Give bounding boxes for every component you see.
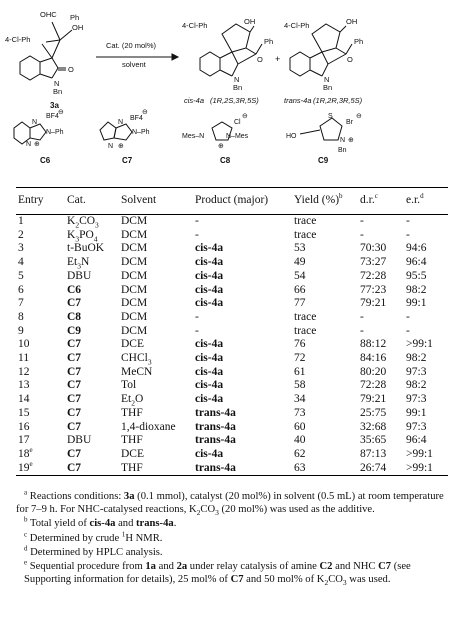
p1-oh-label: OH [244,17,256,26]
cell-yield: 66 [294,283,306,296]
c8-plus: ⊕ [218,143,224,150]
cell-catalyst: C7 [67,461,82,474]
table-body [16,215,448,476]
table-row [16,297,448,311]
cell-yield: trace [294,310,317,323]
cell-yield: 54 [294,269,306,282]
c7-plus: ⊕ [118,143,124,150]
table-row [16,379,448,393]
sm-o-label: O [68,65,74,74]
product-cis-structure [200,24,262,76]
p1-n-label: N [234,75,240,84]
p2-bn-label: Bn [323,83,333,92]
c9-minus: ⊖ [356,113,362,120]
c9-s: S [328,113,333,120]
c7-nph: N–Ph [132,129,150,136]
c9-br: Br [346,119,353,126]
cell-catalyst: C7 [67,338,82,351]
cell-dr: 79:21 [360,393,387,406]
c6-minus: ⊖ [58,109,64,116]
cell-yield: 77 [294,297,306,310]
c8-nmes: N–Mes [226,133,249,140]
footnotes [16,490,448,587]
cell-yield: 34 [294,393,306,406]
cell-entry: 4 [18,256,24,269]
cell-catalyst: C6 [67,283,82,296]
p2-aryl-label: 4-Cl-Ph [284,21,310,30]
sm-bn-label: Bn [53,87,63,96]
cell-product: cis-4a [195,338,224,351]
cell-product: cis-4a [195,256,224,269]
cell-solvent: Tol [121,379,137,392]
cell-dr: 70:30 [360,242,387,255]
cell-yield: 61 [294,365,306,378]
cell-entry: 18e [18,446,33,460]
table-row [16,338,448,352]
c9-bn: Bn [338,147,347,154]
cell-catalyst: C7 [67,420,82,433]
cell-solvent: DCM [121,269,148,282]
cell-catalyst: $Et_3N$ [67,256,90,271]
arrow-catalyst-label: Cat. (20 mol%) [106,41,157,50]
cell-solvent: THF [121,461,143,474]
p1-name-label: cis-4a [184,96,205,105]
cell-er: - [406,215,410,227]
sm-ph-label: Ph [70,13,80,22]
cell-dr: 88:12 [360,338,387,351]
cell-product: cis-4a [195,352,224,365]
cell-product: - [195,310,199,323]
p1-o-label: O [257,55,263,64]
header-er: e.r.$^d$ [406,192,424,206]
c9-plus: ⊕ [348,137,354,144]
product-trans-structure [290,24,352,76]
table-row [16,421,448,435]
cell-entry: 17 [18,434,30,447]
reaction-scheme [0,0,463,185]
cell-entry: 3 [18,242,24,255]
cell-entry: 1 [18,215,24,227]
cell-er: 99:1 [406,406,427,419]
header-cat: Cat. [67,194,86,206]
cell-er: 97:3 [406,420,427,433]
cell-er: >99:1 [406,338,433,351]
arrow-solvent-label: solvent [122,60,146,69]
starting-material-structure [20,22,72,80]
cell-solvent: DCM [121,242,148,255]
cell-dr: 72:28 [360,269,387,282]
header-product: Product (major) [195,194,269,206]
header-yield: Yield (%)$^b$ [294,192,343,206]
header-row [16,188,448,215]
header-solvent: Solvent [121,194,157,206]
cell-entry: 9 [18,324,24,337]
c6-nph: N–Ph [46,129,64,136]
p2-o-label: O [347,55,353,64]
cell-catalyst: DBU [67,434,92,447]
c6-n1: N [32,119,38,126]
footnote-e: $^e$ Sequential procedure from 1a and 2a under relay catalysis of amine C2 and NHC C7 (see Supporting information for details), 25 mol% of C7 and 50 mol% of $K_2CO_3$ was used. [24,558,411,588]
c9-ho: HO [286,133,297,140]
cell-er: 97:3 [406,365,427,378]
cell-yield: trace [294,215,317,227]
cell-dr: - [360,310,364,323]
cell-yield: trace [294,228,317,241]
footnote-a: $^a$ Reactions conditions: 3a (0.1 mmol), catalyst (20 mol%) in solvent (0.5 mL) at room temperature for 7–9 h. For NHC-catalysed reactions, $K_2CO_3$ (20 mol%) was used as the additive. [16,488,444,518]
cell-entry: 15 [18,406,30,419]
cell-yield: 40 [294,434,306,447]
cell-solvent: DCM [121,310,148,323]
c7-minus: ⊖ [142,109,148,116]
table-row [16,229,448,243]
cell-er: 96:4 [406,256,427,269]
cell-solvent: $Et_2O$ [121,393,144,408]
cell-solvent: DCM [121,283,148,296]
table-row [16,462,448,476]
catalyst-c9-id: C9 [318,156,329,165]
c6-plus: ⊕ [34,141,40,148]
catalyst-c8-id: C8 [220,156,231,165]
cell-yield: 76 [294,338,306,351]
cell-dr: 25:75 [360,406,387,419]
cell-yield: 63 [294,461,306,474]
cell-product: - [195,228,199,241]
cell-er: - [406,228,410,241]
table-row [16,325,448,339]
cell-product: cis-4a [195,242,224,255]
c9-n: N [340,137,346,144]
plus-sign: + [275,54,281,64]
cell-er: 94:6 [406,242,427,255]
cell-dr: 87:13 [360,447,387,460]
cell-er: 95:5 [406,269,427,282]
cell-dr: 72:28 [360,379,387,392]
cell-er: >99:1 [406,461,433,474]
cell-solvent: DCE [121,338,144,351]
c7-n2: N [108,143,114,150]
cell-entry: 8 [18,310,24,323]
cell-dr: 80:20 [360,365,387,378]
sm-n-label: N [54,79,60,88]
cell-yield: 49 [294,256,306,269]
cell-yield: 60 [294,420,306,433]
cell-catalyst: C7 [67,393,82,406]
cell-catalyst: $K_3PO_4$ [67,228,98,243]
cell-catalyst: C8 [67,310,82,323]
sm-compound-id: 3a [50,101,59,110]
cell-catalyst: C7 [67,447,82,460]
cell-catalyst: $K_2CO_3$ [67,215,99,230]
table-row [16,284,448,298]
catalyst-c6-id: C6 [40,156,51,165]
footnote-c: $^c$ Determined by crude $^1$H NMR. [24,530,163,544]
cell-product: trans-4a [195,406,236,419]
p1-ph-label: Ph [264,37,274,46]
header-entry: Entry [18,194,44,206]
cell-entry: 12 [18,365,30,378]
table-row [16,242,448,256]
p2-ph-label: Ph [354,37,364,46]
cell-product: cis-4a [195,297,224,310]
cell-catalyst: C7 [67,365,82,378]
cell-solvent: DCM [121,256,148,269]
cell-er: 98:2 [406,379,427,392]
p1-bn-label: Bn [233,83,243,92]
cell-er: >99:1 [406,447,433,460]
cell-dr: - [360,228,364,241]
cell-er: 99:1 [406,297,427,310]
catalyst-c9-structure [300,118,342,140]
p2-oh-label: OH [346,17,358,26]
cell-er: 98:2 [406,283,427,296]
cell-solvent: DCE [121,447,144,460]
cell-catalyst: C7 [67,406,82,419]
cell-yield: 53 [294,242,306,255]
cell-entry: 5 [18,269,24,282]
cell-catalyst: DBU [67,269,92,282]
cell-solvent: 1,4-dioxane [121,420,176,433]
table-row [16,352,448,366]
cell-yield: 72 [294,352,306,365]
table-row [16,366,448,380]
cell-solvent: DCM [121,297,148,310]
cell-dr: 79:21 [360,297,387,310]
cell-yield: trace [294,324,317,337]
cell-catalyst: C9 [67,324,82,337]
cell-product: cis-4a [195,283,224,296]
cell-solvent: THF [121,434,143,447]
cell-product: cis-4a [195,447,224,460]
p1-aryl-label: 4-Cl-Ph [182,21,208,30]
table-row [16,311,448,325]
table-row [16,215,448,229]
c6-bf4: BF4 [46,113,59,120]
cell-yield: 58 [294,379,306,392]
c7-n1: N [118,119,124,126]
cell-catalyst: C7 [67,297,82,310]
c7-bf4: BF4 [130,115,143,122]
cell-catalyst: C7 [67,352,82,365]
cell-solvent: DCM [121,324,148,337]
cell-catalyst: C7 [67,379,82,392]
c6-n2: N [26,141,32,148]
cell-entry: 7 [18,297,24,310]
cell-er: - [406,310,410,323]
catalyst-c7-structure [100,122,132,140]
footnote-b: $^b$ Total yield of cis-4a and trans-4a. [24,515,177,530]
cell-entry: 14 [18,393,30,406]
cell-product: - [195,215,199,227]
cell-product: trans-4a [195,461,236,474]
cell-entry: 6 [18,283,24,296]
cell-er: 96:4 [406,434,427,447]
p2-config-label: (1R,2R,3R,5S) [313,96,363,105]
cell-er: 97:3 [406,393,427,406]
cell-er: 98:2 [406,352,427,365]
cell-dr: - [360,215,364,227]
sm-oh-label: OH [72,23,84,32]
cell-dr: 32:68 [360,420,387,433]
cell-solvent: THF [121,406,143,419]
cell-entry: 11 [18,352,30,365]
cell-solvent: CHCl$_3$ [121,352,152,367]
cell-product: - [195,324,199,337]
table-row [16,407,448,421]
cell-solvent: MeCN [121,365,153,378]
cell-dr: 77:23 [360,283,387,296]
cell-entry: 10 [18,338,30,351]
table-row [16,448,448,462]
table-row [16,270,448,284]
cell-er: - [406,324,410,337]
cell-product: cis-4a [195,365,224,378]
cell-yield: 62 [294,447,306,460]
c8-cl: Cl [234,119,241,126]
cell-solvent: DCM [121,228,148,241]
cell-entry: 19e [18,459,33,474]
p1-config-label: (1R,2S,3R,5S) [210,96,259,105]
cell-catalyst: t-BuOK [67,242,105,255]
cell-dr: 73:27 [360,256,387,269]
cell-product: trans-4a [195,434,236,447]
optimization-table [16,187,448,476]
header-dr: d.r.$^c$ [360,192,378,206]
table-row [16,256,448,270]
cell-dr: 84:16 [360,352,387,365]
table-row [16,393,448,407]
c8-mesn: Mes–N [182,133,205,140]
sm-cho-label: OHC [40,10,57,19]
catalyst-c7-id: C7 [122,156,133,165]
p2-n-label: N [324,75,330,84]
cell-dr: - [360,324,364,337]
cell-entry: 13 [18,379,30,392]
cell-solvent: DCM [121,215,148,227]
c8-minus: ⊖ [242,113,248,120]
cell-product: cis-4a [195,379,224,392]
table-header [16,188,448,215]
table-row [16,434,448,448]
cell-product: trans-4a [195,420,236,433]
footnote-d: $^d$ Determined by HPLC analysis. [24,544,163,558]
sm-aryl-label: 4-Cl-Ph [5,35,31,44]
cell-dr: 26:74 [360,461,387,474]
cell-product: cis-4a [195,393,224,406]
cell-yield: 73 [294,406,306,419]
cell-dr: 35:65 [360,434,387,447]
cell-product: cis-4a [195,269,224,282]
p2-name-label: trans-4a [284,96,312,105]
cell-entry: 2 [18,228,24,241]
cell-entry: 16 [18,420,30,433]
